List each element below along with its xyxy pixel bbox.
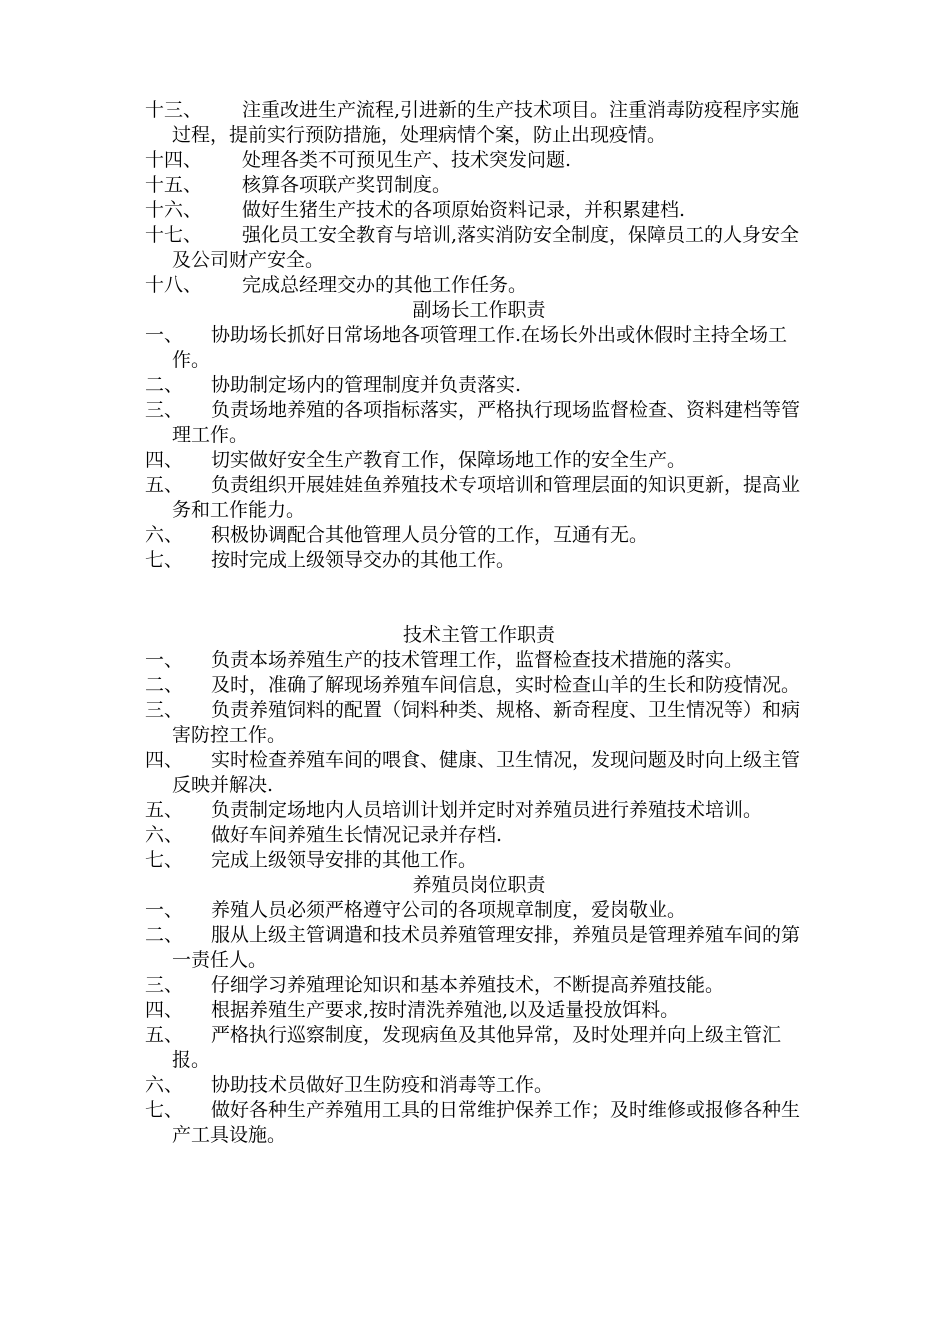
list-item [145, 448, 813, 473]
item-number: 一、 [145, 324, 184, 346]
item-number: 四、 [145, 449, 184, 471]
list-item [145, 523, 813, 548]
list-item [145, 673, 813, 698]
item-number: 五、 [145, 799, 184, 821]
item-number: 三、 [145, 399, 184, 421]
item-number: 六、 [145, 824, 184, 846]
list-item [145, 173, 813, 198]
list-item [145, 98, 813, 148]
item-text: 做好生猪生产技术的各项原始资料记录，并积累建档. [242, 199, 686, 221]
item-number: 一、 [145, 649, 184, 671]
item-text: 核算各项联产奖罚制度。 [242, 174, 452, 196]
list-item [145, 223, 813, 273]
item-number: 六、 [145, 1074, 184, 1096]
list-item [145, 473, 813, 523]
list-item [145, 748, 813, 798]
item-number: 二、 [145, 374, 184, 396]
item-text: 完成上级领导安排的其他工作。 [211, 849, 478, 871]
item-number: 二、 [145, 674, 184, 696]
item-number: 十六、 [145, 199, 203, 221]
section-tech-supervisor-duties [145, 623, 813, 873]
list-item [145, 1098, 813, 1148]
section-deputy-manager-duties [145, 298, 813, 573]
list-item [145, 398, 813, 448]
item-text: 做好各种生产养殖用工具的日常维护保养工作；及时维修或报修各种生产工具设施。 [172, 1099, 801, 1146]
item-number: 五、 [145, 1024, 184, 1046]
item-text: 按时完成上级领导交办的其他工作。 [211, 549, 516, 571]
list-item [145, 373, 813, 398]
list-item [145, 998, 813, 1023]
item-text: 协助技术员做好卫生防疫和消毒等工作。 [211, 1074, 554, 1096]
list-item [145, 823, 813, 848]
item-number: 七、 [145, 849, 184, 871]
item-text: 及时，准确了解现场养殖车间信息，实时检查山羊的生长和防疫情况。 [211, 674, 801, 696]
item-text: 负责组织开展娃娃鱼养殖技术专项培训和管理层面的知识更新，提高业务和工作能力。 [172, 474, 801, 521]
document-page [145, 98, 813, 1148]
item-number: 三、 [145, 974, 184, 996]
list-item [145, 798, 813, 823]
item-number: 四、 [145, 999, 184, 1021]
item-text: 协助场长抓好日常场地各项管理工作.在场长外出或休假时主持全场工作。 [172, 324, 788, 371]
section-breeder-duties [145, 873, 813, 1148]
item-number: 十三、 [145, 99, 203, 121]
item-text: 负责制定场地内人员培训计划并定时对养殖员进行养殖技术培训。 [211, 799, 763, 821]
item-text: 做好车间养殖生长情况记录并存档. [211, 824, 503, 846]
item-text: 严格执行巡察制度，发现病鱼及其他异常，及时处理并向上级主管汇报。 [172, 1024, 782, 1071]
item-number: 十七、 [145, 224, 203, 246]
list-item [145, 973, 813, 998]
item-number: 五、 [145, 474, 184, 496]
list-item [145, 273, 813, 298]
list-item [145, 548, 813, 573]
item-text: 注重改进生产流程,引进新的生产技术项目。注重消毒防疫程序实施过程，提前实行预防措施，处理病情个案，防止出现疫情。 [172, 99, 800, 146]
section-heading: 技术主管工作职责 [402, 624, 555, 646]
list-item [145, 848, 813, 873]
list-item [145, 198, 813, 223]
list-item [145, 323, 813, 373]
item-number: 十五、 [145, 174, 203, 196]
blank-spacer [145, 573, 813, 623]
list-item [145, 698, 813, 748]
item-number: 十八、 [145, 274, 203, 296]
item-text: 负责本场养殖生产的技术管理工作，监督检查技术措施的落实。 [211, 649, 744, 671]
item-text: 切实做好安全生产教育工作，保障场地工作的安全生产。 [211, 449, 687, 471]
list-item [145, 898, 813, 923]
list-item [145, 923, 813, 973]
item-text: 处理各类不可预见生产、技术突发问题. [242, 149, 572, 171]
item-text: 负责养殖饲料的配置（饲料种类、规格、新奇程度、卫生情况等）和病害防控工作。 [172, 699, 801, 746]
item-number: 十四、 [145, 149, 203, 171]
item-text: 养殖人员必须严格遵守公司的各项规章制度，爱岗敬业。 [211, 899, 687, 921]
list-item [145, 648, 813, 673]
section-heading: 副场长工作职责 [412, 299, 546, 321]
item-number: 七、 [145, 549, 184, 571]
item-text: 根据养殖生产要求,按时清洗养殖池,以及适量投放饵料。 [211, 999, 680, 1021]
item-number: 二、 [145, 924, 184, 946]
list-item [145, 148, 813, 173]
section-manager-duties-continued [145, 98, 813, 298]
item-number: 一、 [145, 899, 184, 921]
item-number: 六、 [145, 524, 184, 546]
item-text: 负责场地养殖的各项指标落实，严格执行现场监督检查、资料建档等管理工作。 [172, 399, 801, 446]
item-text: 强化员工安全教育与培训,落实消防安全制度，保障员工的人身安全及公司财产安全。 [172, 224, 800, 271]
item-text: 仔细学习养殖理论知识和基本养殖技术，不断提高养殖技能。 [211, 974, 725, 996]
list-item [145, 1073, 813, 1098]
item-number: 四、 [145, 749, 184, 771]
item-number: 三、 [145, 699, 184, 721]
item-text: 实时检查养殖车间的喂食、健康、卫生情况，发现问题及时向上级主管反映并解决. [172, 749, 801, 796]
item-text: 积极协调配合其他管理人员分管的工作，互通有无。 [211, 524, 649, 546]
item-text: 服从上级主管调遣和技术员养殖管理安排，养殖员是管理养殖车间的第一责任人。 [172, 924, 801, 971]
item-text: 完成总经理交办的其他工作任务。 [242, 274, 528, 296]
item-text: 协助制定场内的管理制度并负责落实. [211, 374, 522, 396]
item-number: 七、 [145, 1099, 184, 1121]
list-item [145, 1023, 813, 1073]
section-heading: 养殖员岗位职责 [412, 874, 546, 896]
